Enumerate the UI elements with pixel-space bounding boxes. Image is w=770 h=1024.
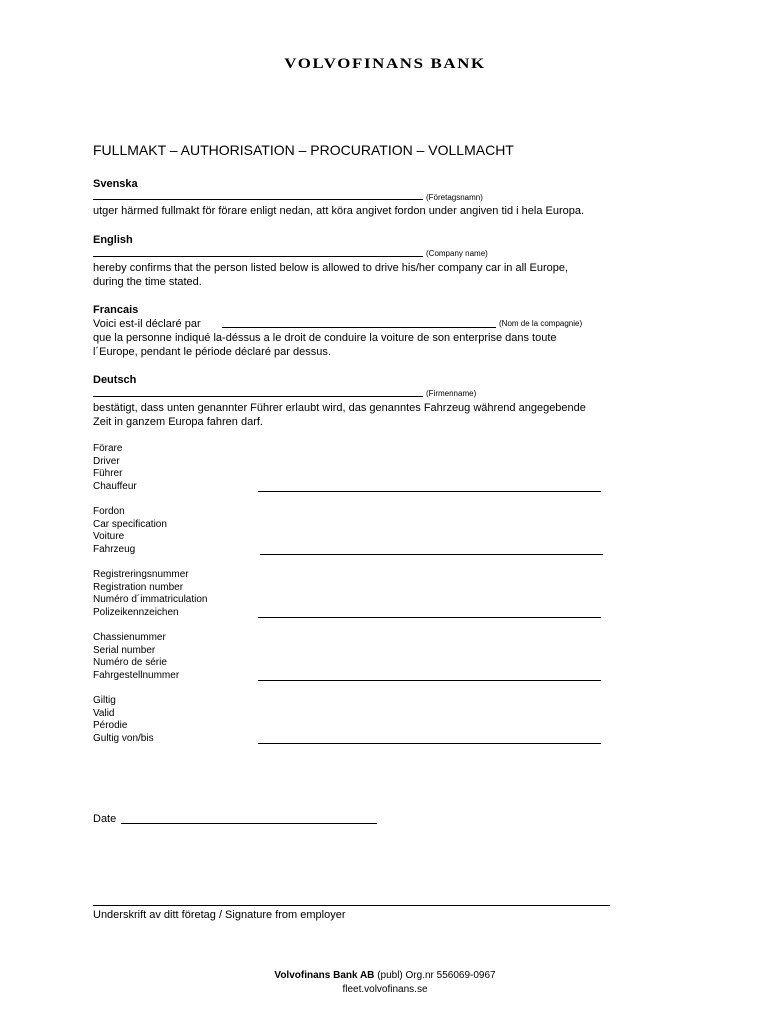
vehicle-label-sv: Fordon xyxy=(93,506,125,517)
vehicle-label-de: Fahrzeug xyxy=(93,543,136,555)
driver-label-fr: Chauffeur xyxy=(93,480,137,492)
signature-label: Underskrift av ditt företag / Signature from employer xyxy=(93,909,346,921)
francais-heading: Francais xyxy=(93,304,139,316)
valid-label-fr: Pérodie xyxy=(93,720,128,732)
francais-text-line2: l´Europe, pendant le période déclaré par dessus. xyxy=(93,346,331,358)
driver-label-de: Führer xyxy=(93,468,123,480)
company-name-line-sv[interactable] xyxy=(93,199,423,200)
registration-label-en: Registration number xyxy=(93,581,184,593)
chassis-label-de: Fahrgestellnummer xyxy=(93,669,180,681)
valid-label-en: Valid xyxy=(93,707,115,719)
date-label: Date xyxy=(93,813,117,825)
footer-org-number: (publ) Org.nr 556069-0967 xyxy=(377,970,496,981)
valid-label-sv: Giltig xyxy=(93,695,116,706)
registration-labels xyxy=(93,569,207,619)
registration-label-fr: Numéro d´immatriculation xyxy=(93,594,208,606)
chassis-label-en: Serial number xyxy=(93,644,156,656)
valid-input-line[interactable] xyxy=(258,743,601,744)
valid-labels xyxy=(93,695,154,745)
company-name-line-en[interactable] xyxy=(93,256,423,257)
english-heading: English xyxy=(93,234,133,246)
registration-label-sv: Registreringsnummer xyxy=(93,569,189,580)
deutsch-text-line2: Zeit in ganzem Europa fahren darf. xyxy=(93,416,263,428)
registration-label-de: Polizeikennzeichen xyxy=(93,606,179,618)
registration-input-line[interactable] xyxy=(258,617,601,618)
francais-prefix: Voici est-il déclaré par xyxy=(93,318,201,330)
company-name-hint-fr: (Nom de la compagnie) xyxy=(499,319,583,328)
english-text-line1: hereby confirms that the person listed below is allowed to drive his/her company car in all Europe, xyxy=(93,262,569,274)
driver-label-en: Driver xyxy=(93,455,120,467)
company-name-hint-en: (Company name) xyxy=(426,249,488,258)
driver-label-sv: Förare xyxy=(93,443,123,454)
date-input-line[interactable] xyxy=(121,823,377,824)
deutsch-heading: Deutsch xyxy=(93,374,137,386)
driver-input-line[interactable] xyxy=(258,491,601,492)
company-name-line-de[interactable] xyxy=(93,396,423,397)
chassis-label-sv: Chassienummer xyxy=(93,632,166,643)
footer-company-info xyxy=(0,970,770,982)
company-name-hint-de: (Firmenname) xyxy=(426,389,477,398)
chassis-input-line[interactable] xyxy=(258,680,601,681)
english-text-line2: during the time stated. xyxy=(93,276,202,288)
svenska-heading: Svenska xyxy=(93,178,138,190)
chassis-labels xyxy=(93,632,179,682)
page-title: FULLMAKT – AUTHORISATION – PROCURATION – VOLLMACHT xyxy=(93,142,514,158)
driver-labels xyxy=(93,443,137,493)
vehicle-label-fr: Voiture xyxy=(93,531,125,543)
deutsch-text-line1: bestätigt, dass unten genannter Führer erlaubt wird, das genanntes Fahrzeug während angegebende xyxy=(93,402,586,414)
francais-text-line1: que la personne indiqué la-déssus a le droit de conduire la voiture de son enterprise dans toute xyxy=(93,332,557,344)
chassis-label-fr: Numéro de série xyxy=(93,657,167,669)
vehicle-label-en: Car specification xyxy=(93,518,167,530)
footer-company-name: Volvofinans Bank AB xyxy=(274,970,375,981)
valid-label-de: Gultig von/bis xyxy=(93,732,154,744)
vehicle-labels xyxy=(93,506,167,556)
company-name-hint-sv: (Företagsnamn) xyxy=(426,193,483,202)
svenska-text: utger härmed fullmakt för förare enligt nedan, att köra angivet fordon under angiven tid i hela Europa. xyxy=(93,205,585,217)
footer-website[interactable]: fleet.volvofinans.se xyxy=(342,984,428,995)
signature-line[interactable] xyxy=(93,905,610,906)
bank-logo: VOLVOFINANS BANK xyxy=(284,56,486,72)
vehicle-input-line[interactable] xyxy=(260,554,603,555)
company-name-line-fr[interactable] xyxy=(222,327,496,328)
